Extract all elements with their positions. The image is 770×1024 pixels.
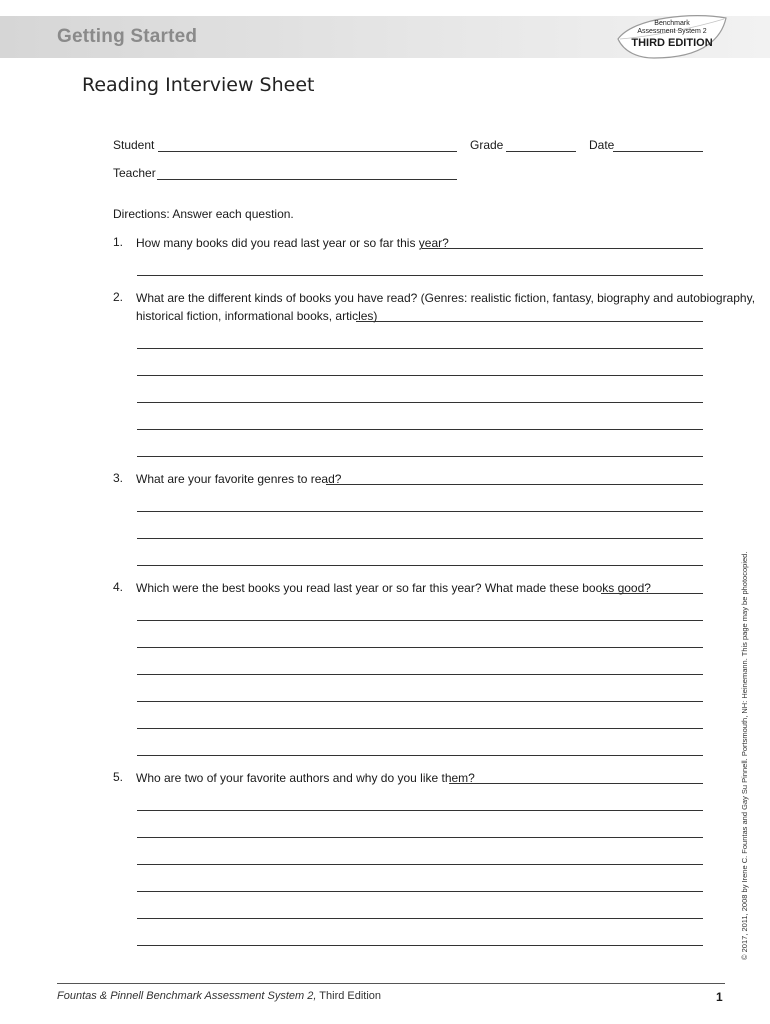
grade-label: Grade: [470, 138, 504, 152]
answer-line[interactable]: [137, 275, 703, 276]
section-title: Getting Started: [57, 26, 198, 47]
question-4-number: 4.: [113, 580, 124, 594]
page-title: Reading Interview Sheet: [82, 74, 315, 96]
answer-line[interactable]: [137, 647, 703, 648]
badge-line-edition: THIRD EDITION: [631, 37, 713, 49]
answer-line[interactable]: [137, 728, 703, 729]
answer-line[interactable]: [137, 945, 703, 946]
teacher-field[interactable]: [157, 179, 457, 180]
answer-line[interactable]: [137, 620, 703, 621]
answer-line[interactable]: [137, 837, 703, 838]
answer-line[interactable]: [137, 891, 703, 892]
question-5-text: Who are two of your favorite authors and why do you like them?: [136, 771, 475, 785]
footer-title: [57, 990, 381, 1002]
question-4-text: Which were the best books you read last year or so far this year? What made these books good?: [136, 581, 651, 595]
student-label: Student: [113, 138, 155, 152]
answer-line[interactable]: [137, 918, 703, 919]
footer-title-italic: Fountas & Pinnell Benchmark Assessment System 2,: [57, 990, 317, 1002]
date-field[interactable]: [613, 151, 703, 152]
answer-line[interactable]: [326, 484, 703, 485]
directions: Directions: Answer each question.: [113, 207, 294, 221]
answer-line[interactable]: [137, 456, 703, 457]
student-field[interactable]: [158, 151, 457, 152]
question-5-number: 5.: [113, 770, 124, 784]
answer-line[interactable]: [137, 348, 703, 349]
page-number: 1: [716, 990, 723, 1004]
answer-line[interactable]: [601, 593, 703, 594]
answer-line[interactable]: [137, 674, 703, 675]
answer-line[interactable]: [137, 755, 703, 756]
footer-divider: [57, 983, 725, 984]
grade-field[interactable]: [506, 151, 576, 152]
answer-line[interactable]: [356, 321, 703, 322]
answer-line[interactable]: [137, 701, 703, 702]
answer-line[interactable]: [449, 783, 703, 784]
answer-line[interactable]: [137, 429, 703, 430]
date-label: Date: [589, 138, 615, 152]
question-2-text-line2: historical fiction, informational books, articles): [136, 309, 378, 323]
badge-line-benchmark: Benchmark: [654, 20, 690, 27]
question-2-text: What are the different kinds of books you have read? (Genres: realistic fiction, fantasy, biography and autobiography,: [136, 291, 756, 305]
question-1-text: How many books did you read last year or so far this year?: [136, 236, 449, 250]
answer-line[interactable]: [137, 375, 703, 376]
question-3-number: 3.: [113, 471, 124, 485]
answer-line[interactable]: [137, 511, 703, 512]
question-1-number: 1.: [113, 235, 124, 249]
answer-line[interactable]: [137, 565, 703, 566]
footer-title-rest: Third Edition: [316, 990, 382, 1002]
copyright-notice: © 2017, 2011, 2008 by Irene C. Fountas and Gay Su Pinnell. Portsmouth, NH: Heinemann. This page may be photocopied.: [740, 551, 749, 960]
answer-line[interactable]: [422, 248, 703, 249]
answer-line[interactable]: [137, 538, 703, 539]
question-3-text: What are your favorite genres to read?: [136, 472, 342, 486]
answer-line[interactable]: [137, 402, 703, 403]
badge-line-assessment: Assessment System 2: [637, 28, 707, 35]
question-2-number: 2.: [113, 290, 124, 304]
teacher-label: Teacher: [113, 166, 156, 180]
answer-line[interactable]: [137, 864, 703, 865]
answer-line[interactable]: [137, 810, 703, 811]
